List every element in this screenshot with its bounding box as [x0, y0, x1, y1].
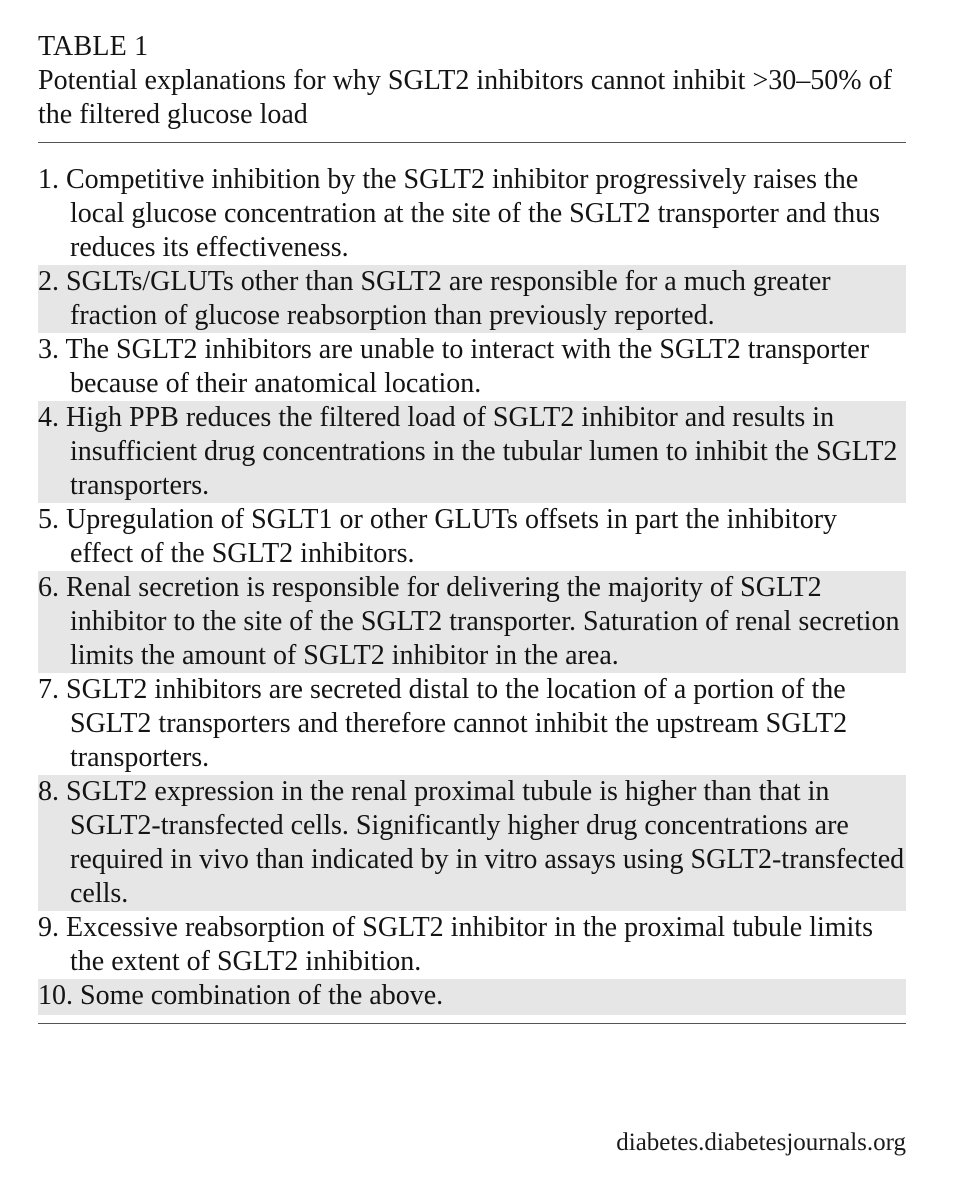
item-text: SGLTs/GLUTs other than SGLT2 are responsible for a much greater fraction of glucose reabsorption than previously reported.: [66, 266, 831, 331]
table-caption: Potential explanations for why SGLT2 inhibitors cannot inhibit >30–50% of the filtered glucose load: [38, 65, 892, 130]
list-item: [38, 673, 906, 775]
item-text: SGLT2 expression in the renal proximal tubule is higher than that in SGLT2-transfected cells. Significantly higher drug concentrations are required in vivo than indicated by in vitro assays using SGLT2-transfected cells.: [66, 776, 905, 909]
top-rule: [38, 142, 906, 143]
item-number: 9.: [38, 912, 59, 943]
list-item: [38, 333, 906, 401]
item-number: 10.: [38, 980, 73, 1011]
item-number: 8.: [38, 776, 59, 807]
item-text: High PPB reduces the filtered load of SGLT2 inhibitor and results in insufficient drug concentrations in the tubular lumen to inhibit the SGLT2 transporters.: [66, 402, 898, 501]
item-number: 5.: [38, 504, 59, 535]
list-item: [38, 265, 906, 333]
item-number: 6.: [38, 572, 59, 603]
list-item: [38, 401, 906, 503]
bottom-rule: [38, 1023, 906, 1024]
item-number: 4.: [38, 402, 59, 433]
item-number: 2.: [38, 266, 59, 297]
item-text: SGLT2 inhibitors are secreted distal to the location of a portion of the SGLT2 transporters and therefore cannot inhibit the upstream SGLT2 transporters.: [66, 674, 848, 773]
item-text: Renal secretion is responsible for delivering the majority of SGLT2 inhibitor to the site of the SGLT2 transporter. Saturation of renal secretion limits the amount of SGLT2 inhibitor in the area.: [66, 572, 900, 671]
list-item: [38, 775, 906, 911]
list-item: [38, 911, 906, 979]
item-number: 3.: [38, 334, 59, 365]
item-number: 1.: [38, 164, 59, 195]
list-item: [38, 979, 906, 1015]
item-text: Upregulation of SGLT1 or other GLUTs offsets in part the inhibitory effect of the SGLT2 inhibitors.: [66, 504, 838, 569]
item-text: Excessive reabsorption of SGLT2 inhibitor in the proximal tubule limits the extent of SGLT2 inhibition.: [66, 912, 873, 977]
table-container: [38, 30, 906, 1024]
list-item: [38, 503, 906, 571]
item-text: Some combination of the above.: [80, 980, 444, 1011]
source-url: diabetes.diabetesjournals.org: [616, 1129, 906, 1156]
list-item: [38, 571, 906, 673]
table-label: TABLE 1: [38, 31, 149, 62]
table-items: [38, 163, 906, 1015]
list-item: [38, 163, 906, 265]
item-text: Competitive inhibition by the SGLT2 inhibitor progressively raises the local glucose concentration at the site of the SGLT2 transporter and thus reduces its effectiveness.: [66, 164, 880, 263]
item-number: 7.: [38, 674, 59, 705]
item-text: The SGLT2 inhibitors are unable to interact with the SGLT2 transporter because of their anatomical location.: [65, 334, 870, 399]
